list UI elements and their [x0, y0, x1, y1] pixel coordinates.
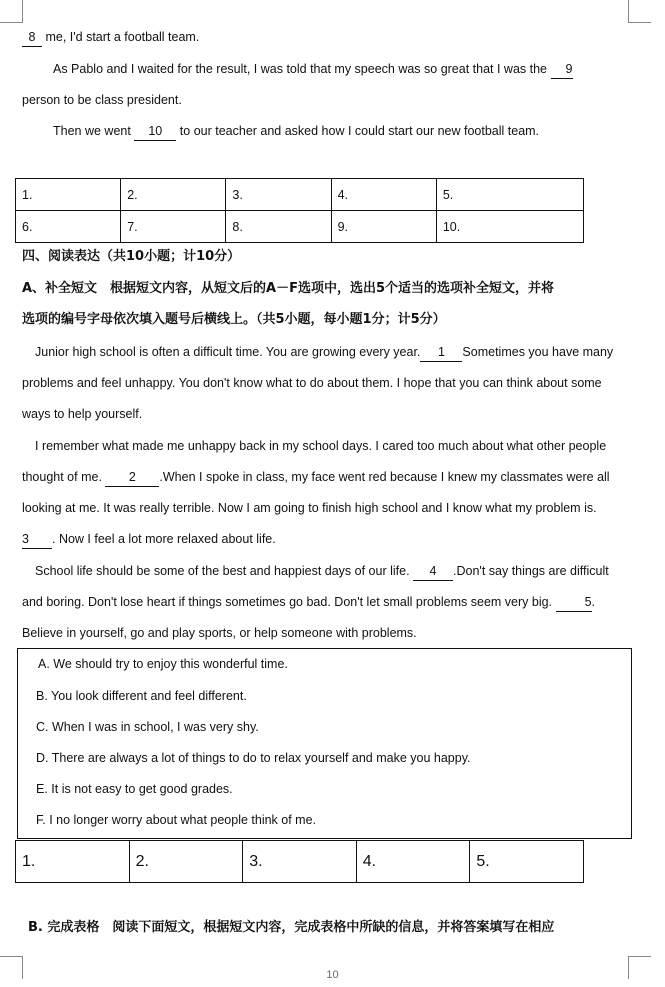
line-text: Junior high school is often a difficult time. You are growing every year. — [35, 345, 421, 359]
line-text: .When I spoke in class, my face went red because I knew my classmates were all — [159, 470, 610, 484]
part-a-instruction-2: 选项的编号字母依次填入题号后横线上。（共5小题，每小题1分；计5分） — [22, 312, 446, 327]
answer-cell[interactable]: 2. — [121, 179, 226, 211]
answer-cell[interactable]: 8. — [226, 211, 331, 243]
p2-line-4 — [22, 530, 276, 549]
line-text: Sometimes you have many — [462, 345, 614, 359]
answer-cell[interactable]: 1. — [16, 841, 130, 883]
option-c: C. When I was in school, I was very shy. — [36, 720, 259, 734]
blank-8[interactable]: 8 — [22, 28, 42, 47]
p2-line-3: looking at me. It was really terrible. Now I am going to finish high school and I know what my problem is. — [22, 501, 597, 515]
part-a-instruction-1: A、补全短文 根据短文内容，从短文后的A－F选项中，选出5个适当的选项补全短文，并将 — [22, 281, 555, 296]
part-b-instruction: B. 完成表格 阅读下面短文，根据短文内容，完成表格中所缺的信息，并将答案填写在相应 — [28, 920, 555, 935]
section-heading: 四、阅读表达（共10小题；计10分） — [22, 249, 241, 264]
answer-cell[interactable]: 5. — [470, 841, 584, 883]
blank-1[interactable]: 1 — [420, 343, 462, 362]
line-text: Then we went — [53, 124, 131, 138]
blank-9[interactable]: 9 — [551, 60, 573, 79]
p2-line-1: I remember what made me unhappy back in my school days. I cared too much about what other people — [35, 439, 607, 453]
line-text: . Now I feel a lot more relaxed about life. — [52, 532, 276, 546]
answer-table-1 — [15, 178, 584, 243]
options-box — [17, 648, 632, 839]
line-text: As Pablo and I waited for the result, I was told that my speech was so great that I was the — [53, 62, 548, 76]
option-e: E. It is not easy to get good grades. — [36, 782, 233, 796]
answer-table-2 — [15, 840, 584, 883]
p2-line-2 — [22, 468, 610, 487]
option-f: F. I no longer worry about what people think of me. — [36, 813, 317, 827]
blank-2[interactable]: 2 — [105, 468, 159, 487]
option-d: D. There are always a lot of things to do to relax yourself and make you happy. — [36, 751, 471, 765]
passage-line-1 — [22, 28, 199, 47]
passage-line-2 — [53, 60, 573, 79]
option-b: B. You look different and feel different. — [36, 689, 247, 703]
passage-line-4 — [53, 122, 539, 141]
passage-line-3: person to be class president. — [22, 93, 182, 107]
p3-line-3: Believe in yourself, go and play sports, or help someone with problems. — [22, 626, 417, 640]
line-text: me, I'd start a football team. — [42, 30, 200, 44]
blank-3[interactable]: 3 — [22, 530, 52, 549]
answer-cell[interactable]: 9. — [331, 211, 436, 243]
crop-mark-top-right — [628, 0, 651, 23]
answer-cell[interactable]: 6. — [16, 211, 121, 243]
page-number: 10 — [326, 969, 339, 981]
answer-cell[interactable]: 1. — [16, 179, 121, 211]
answer-cell[interactable]: 4. — [356, 841, 470, 883]
option-a: A. We should try to enjoy this wonderful time. — [38, 657, 288, 671]
p1-line-2: problems and feel unhappy. You don't know what to do about them. I hope that you can think about some — [22, 376, 602, 390]
answer-cell[interactable]: 3. — [226, 179, 331, 211]
p3-line-2 — [22, 593, 595, 612]
line-text: School life should be some of the best and happiest days of our life. — [35, 564, 410, 578]
blank-10[interactable]: 10 — [134, 122, 176, 141]
p3-line-1 — [35, 562, 609, 581]
line-text: to our teacher and asked how I could start our new football team. — [179, 124, 540, 138]
blank-5[interactable]: 5 — [556, 593, 592, 612]
crop-mark-top-left — [0, 0, 23, 23]
answer-cell[interactable]: 3. — [243, 841, 357, 883]
answer-cell[interactable]: 7. — [121, 211, 226, 243]
p1-line-3: ways to help yourself. — [22, 407, 143, 421]
p1-line-1 — [35, 343, 613, 362]
line-text: . — [591, 595, 595, 609]
line-text: .Don't say things are difficult — [453, 564, 609, 578]
answer-cell[interactable]: 10. — [436, 211, 583, 243]
answer-cell[interactable]: 4. — [331, 179, 436, 211]
line-text: thought of me. — [22, 470, 102, 484]
blank-4[interactable]: 4 — [413, 562, 453, 581]
line-text: and boring. Don't lose heart if things sometimes go bad. Don't let small problems seem very big. — [22, 595, 553, 609]
answer-cell[interactable]: 2. — [129, 841, 243, 883]
answer-cell[interactable]: 5. — [436, 179, 583, 211]
